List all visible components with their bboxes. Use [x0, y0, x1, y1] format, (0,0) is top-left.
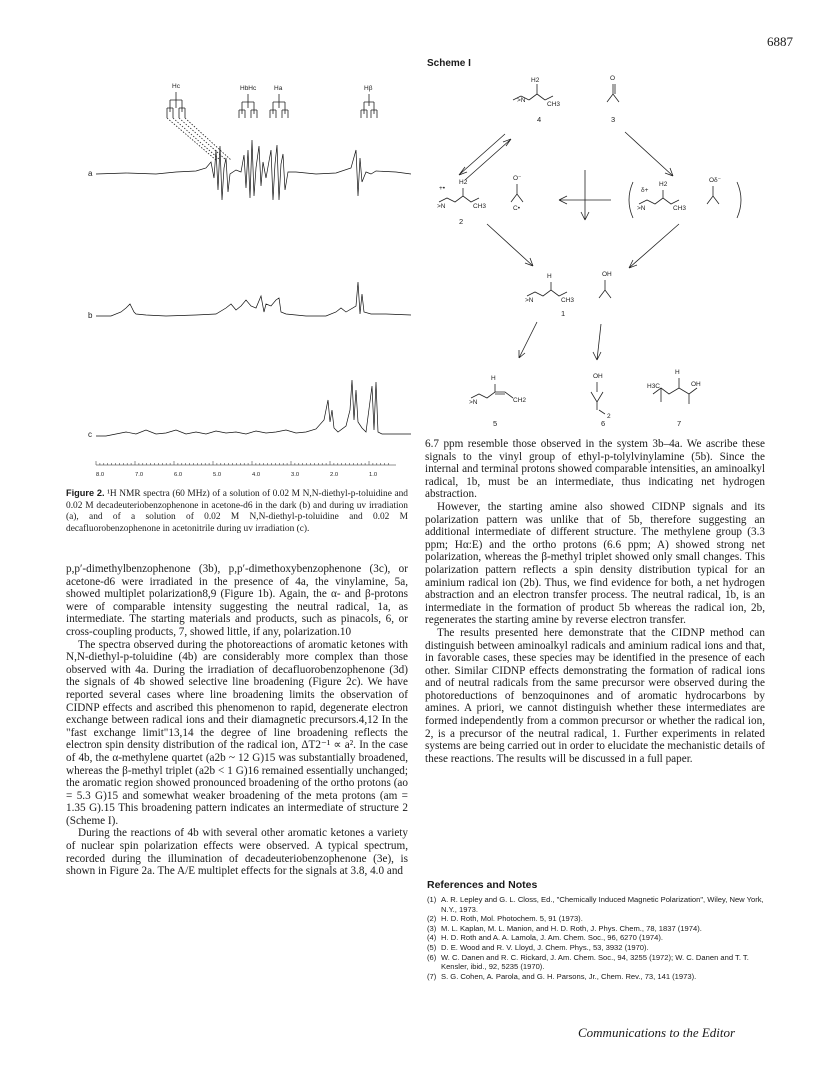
references-title: References and Notes	[427, 879, 538, 891]
svg-text:H: H	[491, 375, 496, 382]
svg-text:OH: OH	[691, 381, 701, 388]
svg-text:OH: OH	[593, 373, 603, 380]
svg-text:>N: >N	[525, 297, 534, 304]
proton-label-ha: Ha	[274, 85, 283, 92]
svg-text:H: H	[547, 273, 552, 280]
svg-text:OH: OH	[602, 271, 612, 278]
figure-caption	[66, 488, 408, 535]
svg-text:CH3: CH3	[561, 297, 575, 304]
reference-item	[427, 914, 769, 924]
proton-label-hbhc: HbHc	[240, 85, 257, 92]
reference-item	[427, 933, 769, 943]
arrow-1-to-6	[593, 324, 601, 360]
compound-number-3: 3	[611, 115, 616, 124]
reference-number: (7)	[427, 971, 437, 981]
reference-item	[427, 924, 769, 934]
structure-6-pinacol	[591, 382, 605, 414]
scheme-title: Scheme I	[427, 58, 471, 69]
axis-tick-8: 8.0	[96, 472, 105, 478]
svg-text:C•: C•	[513, 205, 520, 212]
reference-item	[427, 972, 769, 982]
svg-text:+•: +•	[439, 185, 446, 192]
arrow-equilibrium-left	[459, 134, 511, 180]
left-text-column	[66, 563, 408, 878]
left-paragraph-3: During the reactions of 4b with several other aromatic ketones a variety of nuclear spin polarization effects were observed. A typical spectrum, recorded during the illumination of decadeuteriobenzophenone (3e), is shown in Figure 2a. The A/E multiplet effects for the signals at 3.8, 4.0 and	[66, 827, 408, 878]
reference-text: W. C. Danen and R. C. Rickard, J. Am. Chem. Soc., 94, 3255 (1972); W. C. Danen and T. T. Kensler, ibid., 92, 5235 (1970).	[441, 952, 749, 972]
reference-item	[427, 943, 769, 953]
right-paragraph-2: However, the starting amine also showed CIDNP signals and its polarization pattern was unlike that of 5b, therefore suggesting an additional intermediate of different structure. The methylene group (3.3 ppm; Hα:E) and the ortho protons (6.6 ppm; A) showed strong net polarization, whereas the β-methyl triplet showed only small changes. This polarization pattern reflects a spin density distribution typical for an aminium radical ion (2b). Thus, we find evidence for both, a net hydrogen abstraction and an electron transfer process. The neutral radical, 1b, is an intermediate in the formation of product 5b whereas the radical ion, 2b, regenerates the starting amine by reverse electron transfer.	[425, 500, 765, 627]
structure-5-vinylamine	[471, 384, 513, 398]
structure-1-neutral-radicals	[527, 280, 611, 298]
multiplet-diagram-hc	[167, 92, 185, 118]
trace-label-a: a	[88, 169, 93, 178]
svg-text:δ+: δ+	[641, 187, 649, 194]
svg-text:>N: >N	[469, 399, 478, 406]
nmr-spectra-figure	[66, 50, 416, 486]
figure-caption-text: ¹H NMR spectra (60 MHz) of a solution of 0.02 M N,N-diethyl-p-toluidine and 0.02 M decadeuteriobenzophenone in acetone-d6 in the dark (b) and during uv irradiation (a), and of a solution of 0.02 M N,N-diethyl-p-toluidine and 0.02 M decafluorobenzophenone in acetonitrile during uv irradiation (c).	[66, 489, 408, 534]
multiplet-diagram-hbhc	[239, 94, 257, 118]
left-paragraph-2: The spectra observed during the photoreactions of aromatic ketones with N,N-diethyl-p-toluidine (4b) are considerably more complex than those observed with 4a. During the irradiation of decafluorobenzophenone (3d) the signals of 4b showed selective line broadening (Figure 2c). We have reported several cases where line broadening limits the observation of CIDNP effects and ascribed this phenomenon to rapid, degenerate electron exchange between radical ions and their diamagnetic precursors.4,12 In the "fast exchange limit"13,14 the degree of line broadening reflects the electron spin density distribution of the radical ion, ΔT2⁻¹ ∝ a². In the case of 4b, the α-methylene quartet (a2b ~ 12 G)15 was substantially broadened, whereas the β-methyl triplet (a2b < 1 G)16 remained essentially unchanged; the aromatic region showed pronounced broadening of the ortho protons (ao = 5.3 G)15 and somewhat weaker broadening of the meta protons (am = 1.35 G).15 This broadening pattern indicates an intermediate of structure 2 (Scheme I).	[66, 638, 408, 827]
reference-number: (2)	[427, 914, 437, 924]
reference-number: (4)	[427, 933, 437, 943]
multiplet-diagram-ha	[270, 94, 288, 118]
spectrum-trace-b	[88, 282, 411, 320]
svg-text:CH2: CH2	[513, 397, 527, 404]
reference-number: (5)	[427, 942, 437, 952]
trace-label-c: c	[88, 430, 92, 439]
right-paragraph-1: 6.7 ppm resemble those observed in the system 3b–4a. We ascribe these signals to the vinyl group of ethyl-p-tolylvinylamine (5b). Since the internal and terminal protons showed comparable intensities, an aminoalkyl radical, 1b, must be an intermediate, thus indicating net hydrogen abstraction.	[425, 438, 765, 501]
reference-text: H. D. Roth and A. A. Lamola, J. Am. Chem. Soc., 96, 6270 (1974).	[441, 933, 664, 943]
reference-number: (6)	[427, 952, 437, 962]
right-text-column	[425, 438, 765, 765]
trace-label-b: b	[88, 311, 93, 320]
svg-text:H: H	[675, 369, 680, 376]
proton-label-hbeta: Hβ	[364, 85, 373, 92]
figure-caption-label: Figure 2.	[66, 488, 105, 498]
compound-number-7: 7	[677, 419, 682, 428]
page-footer: Communications to the Editor	[578, 1025, 736, 1040]
references-list	[427, 895, 769, 981]
reference-text: H. D. Roth, Mol. Photochem. 5, 91 (1973).	[441, 914, 583, 924]
svg-text:CH3: CH3	[473, 203, 487, 210]
reference-item	[427, 895, 769, 914]
svg-text:2: 2	[607, 413, 611, 420]
center-arrows	[559, 170, 611, 220]
multiplet-diagram-hbeta	[361, 94, 377, 118]
spectrum-trace-a	[88, 140, 411, 200]
svg-text:CH3: CH3	[547, 101, 561, 108]
page-number: 6887	[767, 34, 793, 49]
svg-text:CH3: CH3	[673, 205, 687, 212]
axis-tick-6: 6.0	[174, 472, 183, 478]
spectrum-trace-c	[88, 380, 411, 439]
compound-number-2: 2	[459, 217, 464, 226]
reaction-scheme	[425, 62, 770, 434]
compound-number-6: 6	[601, 419, 606, 428]
axis-tick-7: 7.0	[135, 472, 144, 478]
svg-text:>N: >N	[517, 97, 526, 104]
svg-text:H2: H2	[531, 77, 540, 84]
arrow-2-to-1	[487, 224, 533, 266]
reference-text: D. E. Wood and R. V. Lloyd, J. Chem. Phys., 53, 3932 (1970).	[441, 942, 649, 952]
compound-number-5: 5	[493, 419, 498, 428]
proton-label-hc: Hc	[172, 83, 180, 90]
left-paragraph-1: p,p′-dimethylbenzophenone (3b), p,p′-dimethoxybenzophenone (3c), or acetone-d6 were irradiated in the presence of 4a, the vinylamine, 5a, showed multiplet polarization8,9 (Figure 1b). Again, the α- and β-protons were of comparable intensity suggesting the neutral radical, 1a, as intermediate. The starting materials and products, such as pinacols, 6, or cross-coupling products, 7, showed little, if any, polarization.10	[66, 563, 408, 638]
structure-2-radical-ion-pair	[439, 184, 523, 202]
reference-text: A. R. Lepley and G. L. Closs, Ed., "Chemically Induced Magnetic Polarization", Wiley, New York, N.Y., 1973.	[441, 895, 764, 914]
svg-text:O: O	[610, 75, 616, 82]
axis-tick-4: 4.0	[252, 472, 261, 478]
arrow-complex-to-1	[629, 224, 679, 268]
svg-text:H2: H2	[459, 179, 468, 186]
axis-tick-5: 5.0	[213, 472, 222, 478]
reference-text: S. G. Cohen, A. Parola, and G. H. Parsons, Jr., Chem. Rev., 73, 141 (1973).	[441, 971, 697, 981]
structure-3-ketone	[607, 84, 619, 102]
axis-tick-1: 1.0	[369, 472, 378, 478]
reference-number: (1)	[427, 895, 437, 904]
compound-number-1: 1	[561, 309, 566, 318]
right-paragraph-3: The results presented here demonstrate that the CIDNP method can distinguish between aminoalkyl radicals and aminium radical ions and that, in favorable cases, these species may be identified in the presence of each other. Similar CIDNP effects demonstrating the formation of radical ions and of neutral radicals from the same precursor were observed during the photoreductions of benzoquinones and of aromatic hydrocarbons by amines. A priori, we cannot distinguish whether these intermediates are formed independently from a common precursor or whether the radical ion, 2, is a precursor of the neutral radical, 1. Further experiments in related systems are being carried out in order to elucidate the mechanistic details of these reactions. The results will be discussed in a full paper.	[425, 626, 765, 765]
arrow-to-right	[625, 132, 673, 176]
svg-text:H3C: H3C	[647, 383, 661, 390]
axis-tick-3: 3.0	[291, 472, 300, 478]
svg-text:>N: >N	[437, 203, 446, 210]
reference-number: (3)	[427, 923, 437, 933]
compound-number-4: 4	[537, 115, 542, 124]
arrow-1-to-5	[519, 322, 537, 358]
svg-text:O⁻: O⁻	[513, 175, 522, 182]
svg-text:>N: >N	[637, 205, 646, 212]
svg-text:H2: H2	[659, 181, 668, 188]
reference-text: M. L. Kaplan, M. L. Manion, and H. D. Roth, J. Phys. Chem., 78, 1837 (1974).	[441, 923, 702, 933]
svg-text:Oδ⁻: Oδ⁻	[709, 177, 722, 184]
axis-tick-2: 2.0	[330, 472, 339, 478]
reference-item	[427, 953, 769, 972]
